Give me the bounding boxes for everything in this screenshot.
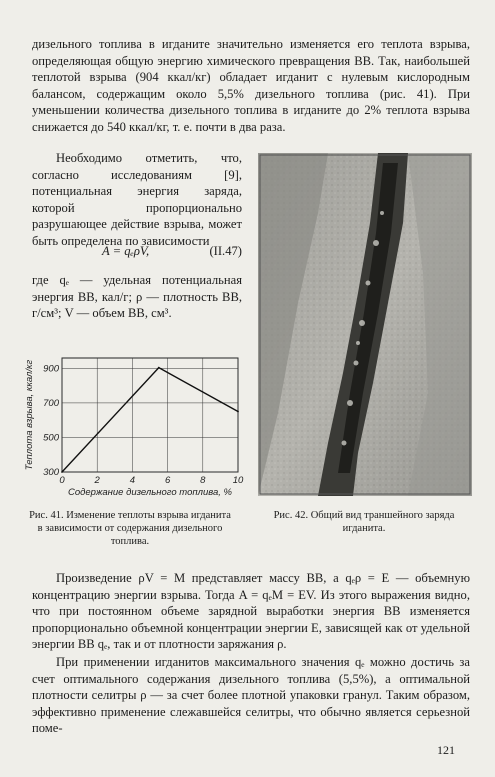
paragraph-potential-energy: Необходимо отметить, что, согласно исследованиям [9], потенциальная энергия заряда, которой пропорционально разрушающее действие взрыва, может быть определена по зависимости	[32, 151, 242, 248]
y-tick-label: 300	[43, 467, 59, 478]
formula: A = qₑρV,	[102, 244, 150, 258]
caption-figure-41: Рис. 41. Изменение теплоты взрыва игданита в зависимости от содержания дизельного топлива.	[29, 510, 231, 547]
x-axis-label: Содержание дизельного топлива, %	[67, 487, 233, 498]
x-tick-label: 10	[232, 475, 244, 486]
caption-figure-42: Рис. 42. Общий вид траншейного заряда игданита.	[273, 510, 455, 534]
paragraph-definitions: где qₑ — удельная потенциальная энергия ВВ, кал/г; ρ — плотность ВВ, г/см³; V — объем ВВ, см³.	[32, 273, 242, 321]
x-tick-label: 4	[129, 475, 136, 486]
data-point	[237, 411, 239, 413]
page-number: 121	[437, 743, 455, 757]
y-tick-label: 900	[43, 363, 59, 375]
figure-41-chart	[22, 350, 248, 500]
y-tick-label: 700	[43, 397, 59, 409]
x-tick-label: 8	[200, 475, 206, 486]
figure-42-photo	[258, 153, 472, 496]
paragraph-mass-energy: Произведение ρV = M представляет массу ВВ, а qₑρ = E — объемную концентрацию энергии взрыва. Тогда A = qₑM = EV. Из этого выражения видно, что при постоянном объеме зарядной выработки энергия ВВ изменяется пропорционально объемной концентрации энергии E, зависящей как от удельной энергии ВВ qₑ, так и от плотности заряжания ρ.	[32, 571, 470, 652]
formula-number: (II.47)	[209, 244, 242, 258]
x-tick-label: 0	[59, 475, 65, 486]
x-tick-label: 2	[94, 475, 100, 486]
series-line	[62, 368, 238, 472]
data-point	[158, 367, 160, 369]
plot-frame	[62, 358, 238, 472]
y-tick-label: 500	[43, 432, 59, 444]
paragraph-top: дизельного топлива в игданите значительно изменяется его теплота взрыва, определяющая общую энергию химического превращения ВВ. Так, наибольшей теплотой взрыва (904 ккал/кг) обладает игданит с нулевым кислородным балансом, содержащим около 5,5% дизельного топлива (рис. 41). При уменьшении количества дизельного топлива в игданите до 2% теплота взрыва снижается до 540 ккал/кг, т. е. почти в два раза.	[32, 37, 470, 134]
paragraph-igdanite-application: При применении игданитов максимального значения qₑ можно достичь за счет оптимального содержания дизельного топлива (5,5%), а оптимальной плотности селитры ρ — за счет более плотной упаковки гранул. Таким образом, эффективно применение слежавшейся селитры, что обычно является серьезной поме-	[32, 655, 470, 736]
x-tick-label: 6	[164, 475, 171, 486]
data-point	[61, 471, 63, 473]
y-axis-label: Теплота взрыва, ккал/кг	[24, 359, 35, 471]
